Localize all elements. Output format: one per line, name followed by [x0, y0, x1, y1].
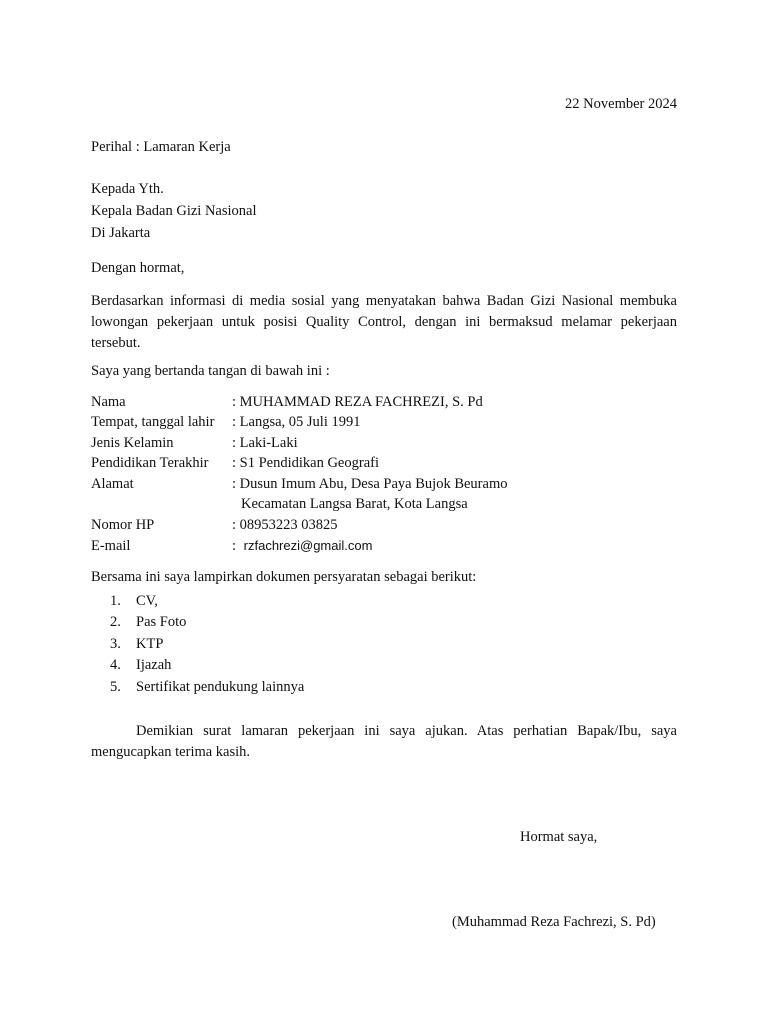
identity-label: Nama: [91, 394, 126, 410]
letter-subject: Perihal : Lamaran Kerja: [91, 139, 231, 155]
list-item: [110, 636, 163, 653]
identity-label: E-mail: [91, 538, 131, 554]
list-text: CV,: [136, 593, 158, 609]
closing-paragraph: Demikian surat lamaran pekerjaan ini saya ajukan. Atas perhatian Bapak/Ibu, saya mengucapkan terima kasih.: [91, 723, 677, 760]
email-colon: :: [232, 538, 237, 554]
list-item: [110, 657, 171, 674]
list-text: Ijazah: [136, 657, 172, 673]
recipient-line-3: Di Jakarta: [91, 225, 151, 241]
identity-value: : S1 Pendidikan Geografi: [232, 455, 379, 471]
list-text: Sertifikat pendukung lainnya: [136, 679, 305, 695]
list-number: 2.: [110, 614, 121, 630]
identity-label: Alamat: [91, 476, 134, 492]
identity-value: Kecamatan Langsa Barat, Kota Langsa: [241, 496, 468, 512]
list-number: 1.: [110, 593, 121, 609]
letter-date: 22 November 2024: [565, 96, 677, 112]
list-text: KTP: [136, 636, 164, 652]
identity-value: : Laki-Laki: [232, 435, 298, 451]
list-item: [110, 614, 186, 631]
identity-value: : MUHAMMAD REZA FACHREZI, S. Pd: [232, 394, 483, 410]
intro-paragraph: Berdasarkan informasi di media sosial yang menyatakan bahwa Badan Gizi Nasional membuka lowongan pekerjaan untuk posisi Quality Control, dengan ini bermaksud melamar pekerjaan tersebut.: [91, 293, 677, 351]
list-text: Pas Foto: [136, 614, 187, 630]
attachments-intro: Bersama ini saya lampirkan dokumen persyaratan sebagai berikut:: [91, 569, 477, 585]
list-item: [110, 593, 158, 610]
email-address: rzfachrezi@gmail.com: [243, 538, 373, 553]
identity-intro: Saya yang bertanda tangan di bawah ini :: [91, 363, 330, 379]
recipient-line-1: Kepada Yth.: [91, 181, 164, 197]
identity-label: Pendidikan Terakhir: [91, 455, 209, 471]
sign-off: Hormat saya,: [520, 829, 598, 845]
identity-value: [232, 538, 372, 555]
recipient-line-2: Kepala Badan Gizi Nasional: [91, 203, 257, 219]
identity-label: Tempat, tanggal lahir: [91, 414, 215, 430]
list-item: [110, 679, 304, 696]
identity-value: : 08953223 03825: [232, 517, 338, 533]
list-number: 5.: [110, 679, 121, 695]
greeting: Dengan hormat,: [91, 260, 185, 276]
list-number: 3.: [110, 636, 121, 652]
list-number: 4.: [110, 657, 121, 673]
identity-value: : Langsa, 05 Juli 1991: [232, 414, 361, 430]
identity-label: Jenis Kelamin: [91, 435, 174, 451]
signature-name: (Muhammad Reza Fachrezi, S. Pd): [452, 914, 656, 930]
identity-value: : Dusun Imum Abu, Desa Paya Bujok Beuramo: [232, 476, 508, 492]
identity-label: Nomor HP: [91, 517, 155, 533]
